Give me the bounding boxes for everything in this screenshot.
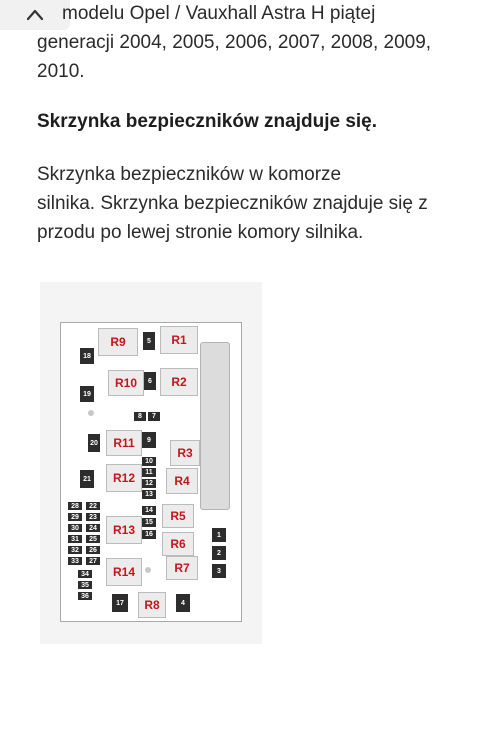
relay-r1: R1 [160,326,198,354]
top-toolbar [0,0,70,30]
fuse-36: 36 [78,592,92,600]
fuse-1: 1 [212,528,226,542]
fuse-35: 35 [78,581,92,589]
relay-r2: R2 [160,368,198,396]
mount-dot [145,567,151,573]
fuse-24: 24 [86,524,100,532]
fuse-18: 18 [80,348,94,364]
relay-r14: R14 [106,558,142,586]
fuse-9: 9 [142,432,156,448]
relay-r7: R7 [166,556,198,580]
fuse-20: 20 [88,434,100,452]
fuse-27: 27 [86,557,100,565]
relay-r10: R10 [108,370,144,396]
relay-r11: R11 [106,430,142,456]
fuse-21: 21 [80,470,94,488]
relay-r5: R5 [162,504,194,528]
fuse-6: 6 [144,372,156,390]
fuse-29: 29 [68,513,82,521]
body-line-3: przodu po lewej stronie komory silnika. [37,222,364,243]
fuse-34: 34 [78,570,92,578]
fuse-8: 8 [134,412,146,421]
fuse-25: 25 [86,535,100,543]
fuse-10: 10 [142,457,156,466]
fuse-17: 17 [112,594,128,612]
fuse-31: 31 [68,535,82,543]
fuse-12: 12 [142,479,156,488]
relay-r12: R12 [106,464,142,492]
relay-r4: R4 [166,468,198,494]
fuse-28: 28 [68,502,82,510]
fuse-19: 19 [80,386,94,402]
fuse-32: 32 [68,546,82,554]
intro-line-1: modelu Opel / Vauxhall Astra H piątej [62,3,376,24]
side-connector [200,342,230,510]
relay-r6: R6 [162,532,194,556]
fuse-14: 14 [142,506,156,515]
relay-r3: R3 [170,440,200,466]
relay-r9: R9 [98,328,138,356]
fuse-11: 11 [142,468,156,477]
body-line-2: silnika. Skrzynka bezpieczników znajduje się z [37,193,428,214]
relay-r13: R13 [106,516,142,544]
fuse-13: 13 [142,490,156,499]
fuse-15: 15 [142,518,156,527]
fuse-30: 30 [68,524,82,532]
relay-r8: R8 [138,592,166,618]
body-line-1: Skrzynka bezpieczników w komorze [37,164,342,185]
fuse-4: 4 [176,594,190,612]
fuse-7: 7 [148,412,160,421]
fuse-2: 2 [212,546,226,560]
chevron-up-icon[interactable] [24,4,46,26]
fuse-box-diagram [40,282,262,644]
fuse-26: 26 [86,546,100,554]
fuse-16: 16 [142,530,156,539]
fuse-22: 22 [86,502,100,510]
intro-line-2: generacji 2004, 2005, 2006, 2007, 2008, 2009, 2010. [37,32,432,82]
fuse-23: 23 [86,513,100,521]
fuse-5: 5 [143,332,155,350]
section-heading: Skrzynka bezpieczników znajduje się. [37,111,378,132]
mount-dot [88,410,94,416]
fuse-3: 3 [212,564,226,578]
body-paragraph [37,160,467,247]
fuse-33: 33 [68,557,82,565]
